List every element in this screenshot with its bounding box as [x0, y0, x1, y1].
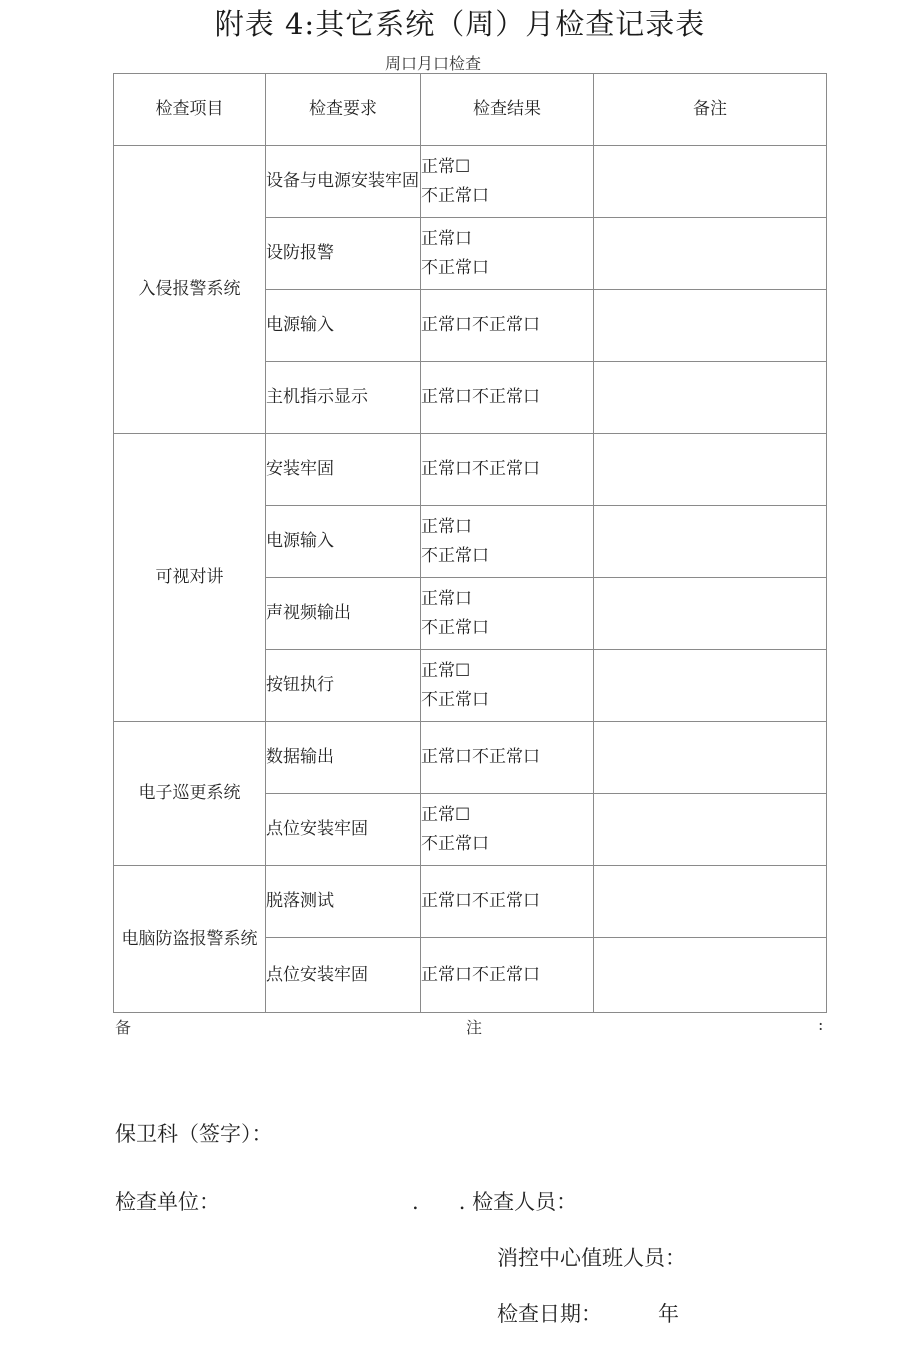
system-name-cell: 电子巡更系统: [114, 722, 266, 866]
table-body: [114, 146, 827, 1013]
remark-cell: [594, 722, 827, 794]
remark-cell: [594, 650, 827, 722]
remark-cell: [594, 362, 827, 434]
result-cell: [421, 938, 594, 1013]
result-option-text: 正常口不正常口: [421, 459, 540, 479]
system-name-cell: 可视对讲: [114, 434, 266, 722]
result-option-text: 正常口不正常口: [421, 891, 540, 911]
header-remark: 备注: [594, 74, 827, 146]
result-cell: [421, 362, 594, 434]
requirement-cell: 脱落测试: [266, 866, 421, 938]
inspection-table: [113, 73, 827, 1013]
result-option-text: 正常口: [421, 516, 472, 537]
requirement-cell: 数据输出: [266, 722, 421, 794]
result-option-text: 不正常口: [421, 185, 489, 206]
remark-cell: [594, 506, 827, 578]
result-cell: [421, 434, 594, 506]
remark-cell: [594, 146, 827, 218]
requirement-cell: 电源输入: [266, 290, 421, 362]
header-requirement: 检查要求: [266, 74, 421, 146]
result-option-text: 不正常口: [421, 545, 489, 566]
result-cell: [421, 722, 594, 794]
remark-label-1: 备: [115, 1018, 132, 1037]
remark-cell: [594, 218, 827, 290]
inspector-label: . . 检查人员：: [412, 1190, 578, 1214]
result-cell: [421, 290, 594, 362]
result-cell: [421, 506, 594, 578]
table-row: [114, 866, 827, 938]
remark-cell: [594, 794, 827, 866]
remark-cell: [594, 866, 827, 938]
result-option-text: 正常口不正常口: [421, 747, 540, 767]
system-name-cell: 电脑防盗报警系统: [114, 866, 266, 1013]
result-option-text: 不正常口: [421, 257, 489, 278]
result-option-text: 不正常口: [421, 833, 489, 854]
requirement-cell: 点位安装牢固: [266, 938, 421, 1013]
result-cell: [421, 794, 594, 866]
requirement-cell: 按钮执行: [266, 650, 421, 722]
inspection-date-label: 检查日期：: [497, 1302, 602, 1326]
table-row: [114, 434, 827, 506]
result-cell: [421, 650, 594, 722]
requirement-cell: 电源输入: [266, 506, 421, 578]
result-option-text: 正常☐: [421, 660, 471, 681]
table-header-row: [114, 74, 827, 146]
document-title: 附表 4:其它系统（周）月检查记录表: [214, 7, 706, 41]
requirement-cell: 声视频输出: [266, 578, 421, 650]
security-dept-signature: 保卫科（签字）：: [115, 1122, 273, 1146]
table-row: [114, 146, 827, 218]
requirement-cell: 主机指示显示: [266, 362, 421, 434]
requirement-cell: 安装牢固: [266, 434, 421, 506]
fire-control-duty-label: 消控中心值班人员：: [497, 1246, 686, 1270]
requirement-cell: 设备与电源安装牢固: [266, 146, 421, 218]
header-item: 检查项目: [114, 74, 266, 146]
result-option-text: 正常☐: [421, 156, 471, 177]
remark-cell: [594, 434, 827, 506]
requirement-cell: 点位安装牢固: [266, 794, 421, 866]
year-label: 年: [658, 1302, 679, 1326]
result-option-text: 正常☐: [421, 804, 471, 825]
remark-cell: [594, 578, 827, 650]
inspection-unit-label: 检查单位：: [115, 1190, 220, 1214]
period-subtitle: 周口月口检查: [384, 54, 481, 73]
result-option-text: 正常口不正常口: [421, 964, 540, 985]
result-option-text: 正常口不正常口: [421, 315, 540, 335]
result-option-text: 正常口: [421, 588, 472, 609]
table-row: [114, 722, 827, 794]
header-result: 检查结果: [421, 74, 594, 146]
requirement-cell: 设防报警: [266, 218, 421, 290]
remark-label-3: :: [818, 1015, 824, 1034]
result-option-text: 正常口不正常口: [421, 387, 540, 407]
result-cell: [421, 218, 594, 290]
result-cell: [421, 578, 594, 650]
system-name-cell: 入侵报警系统: [114, 146, 266, 434]
remark-cell: [594, 290, 827, 362]
result-cell: [421, 866, 594, 938]
remark-cell: [594, 938, 827, 1013]
remark-label-2: 注: [466, 1018, 483, 1037]
result-option-text: 不正常口: [421, 617, 489, 638]
result-option-text: 不正常口: [421, 689, 489, 710]
result-option-text: 正常口: [421, 228, 472, 249]
result-cell: [421, 146, 594, 218]
